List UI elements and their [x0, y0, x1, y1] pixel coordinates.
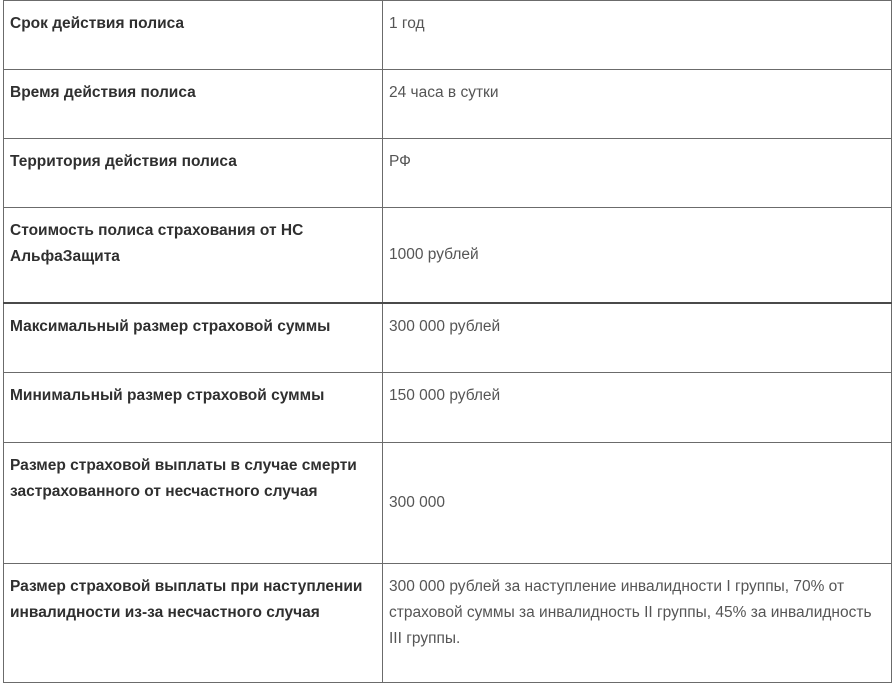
row-value: 24 часа в сутки [383, 70, 892, 139]
row-value: 1 год [383, 1, 892, 70]
table-row [4, 70, 892, 139]
table-row [4, 139, 892, 208]
table-row [4, 303, 892, 373]
row-label: Время действия полиса [4, 70, 383, 139]
row-value: РФ [383, 139, 892, 208]
row-value: 300 000 рублей [383, 303, 892, 373]
row-label: Размер страховой выплаты в случае смерти застрахованного от несчастного случая [4, 443, 383, 564]
row-label: Территория действия полиса [4, 139, 383, 208]
row-label: Срок действия полиса [4, 1, 383, 70]
row-value: 1000 рублей [383, 208, 892, 304]
table-row [4, 208, 892, 304]
row-label: Максимальный размер страховой суммы [4, 303, 383, 373]
row-value: 300 000 [383, 443, 892, 564]
row-value: 150 000 рублей [383, 373, 892, 443]
row-label: Минимальный размер страховой суммы [4, 373, 383, 443]
table-row [4, 373, 892, 443]
table-row [4, 443, 892, 564]
policy-info-table [3, 0, 892, 683]
row-label: Стоимость полиса страхования от НС АльфаЗащита [4, 208, 383, 304]
table-row [4, 1, 892, 70]
row-label: Размер страховой выплаты при наступлении инвалидности из-за несчастного случая [4, 564, 383, 683]
table-row [4, 564, 892, 683]
row-value: 300 000 рублей за наступление инвалидности I группы, 70% от страховой суммы за инвалидность II группы, 45% за инвалидность III группы. [383, 564, 892, 683]
